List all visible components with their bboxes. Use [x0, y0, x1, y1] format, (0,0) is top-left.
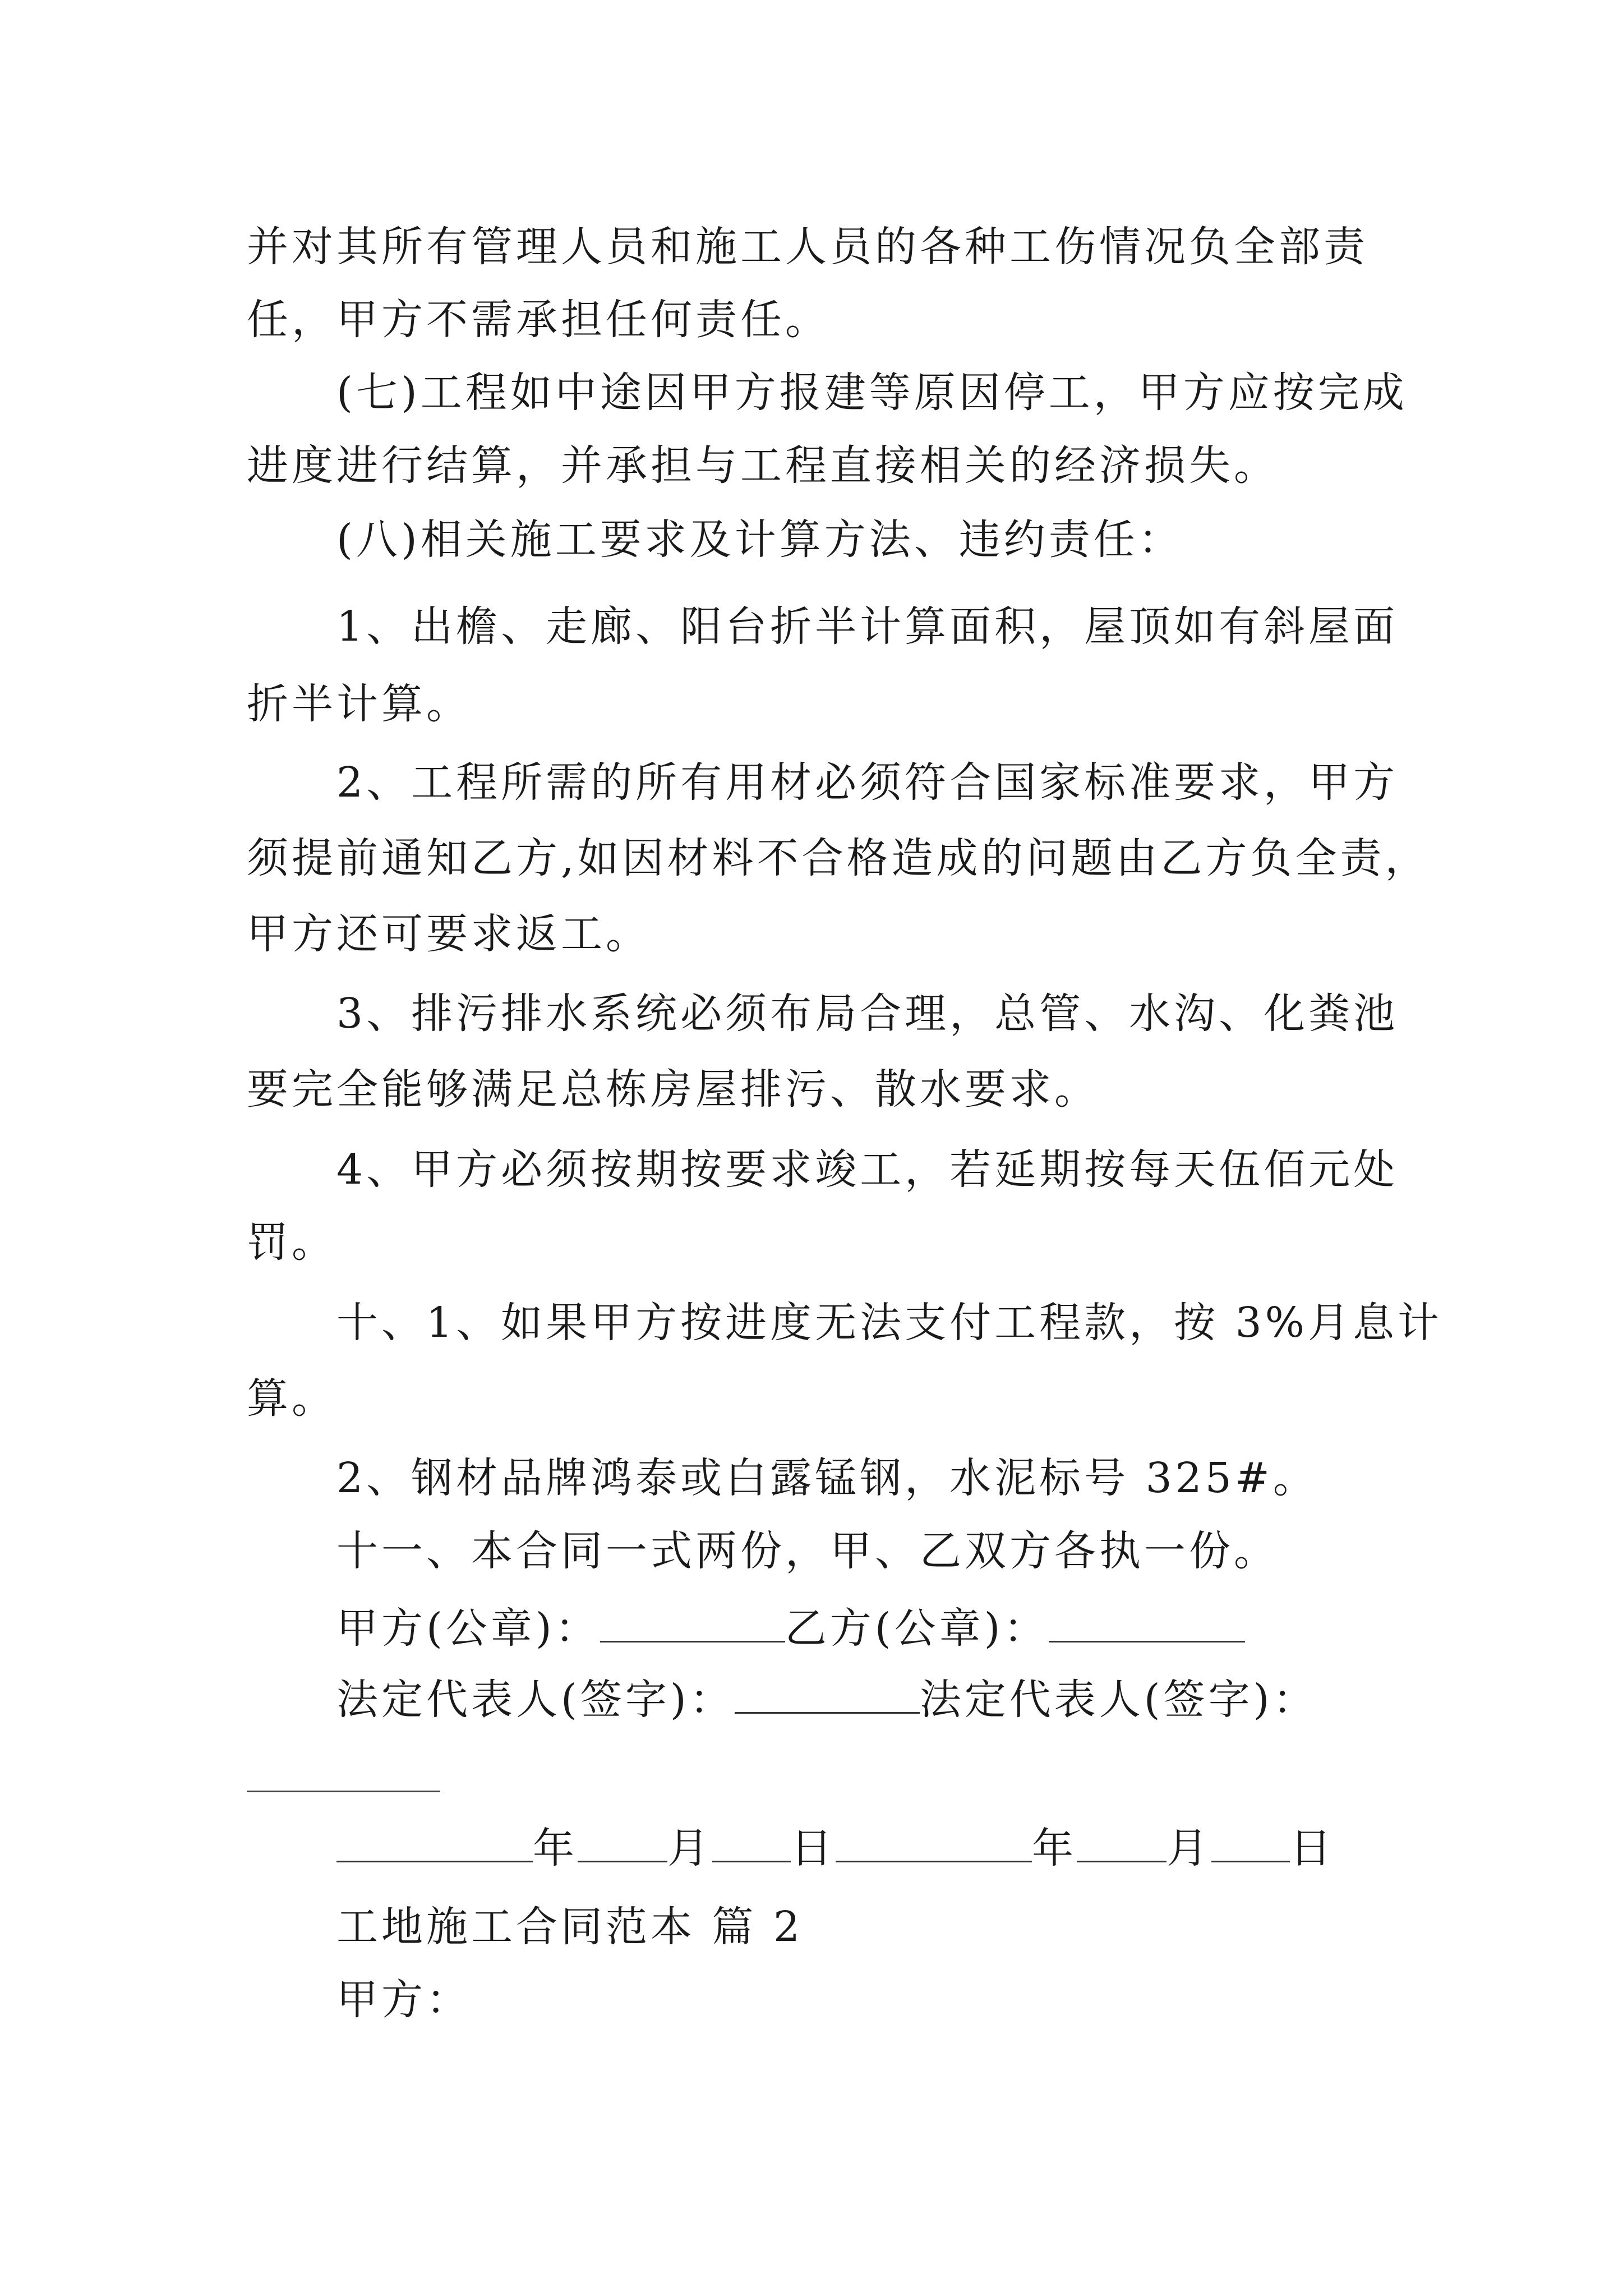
year-b-blank [836, 1821, 1032, 1862]
party-a-seal-label: 甲方(公章)： [336, 1604, 600, 1653]
section-2-title: 工地施工合同范本 篇 2 [336, 1903, 804, 1951]
paragraph-line: 罚。 [247, 1218, 336, 1267]
legal-rep-a-label: 法定代表人(签字)： [336, 1676, 735, 1724]
party-b-seal-label: 乙方(公章)： [785, 1604, 1049, 1653]
month-a-label: 月 [667, 1824, 712, 1872]
paragraph-line: 十一、本合同一式两份，甲、乙双方各执一份。 [336, 1527, 1279, 1575]
legal-rep-b-label: 法定代表人(签字)： [919, 1676, 1318, 1724]
paragraph-line: 并对其所有管理人员和施工人员的各种工伤情况负全部责 [247, 223, 1368, 271]
paragraph-line: 甲方还可要求返工。 [247, 910, 651, 958]
paragraph-line: 进度进行结算，并承担与工程直接相关的经济损失。 [247, 441, 1279, 490]
party-a-seal-blank [600, 1602, 785, 1642]
signature-seal-line [336, 1600, 1486, 1657]
section-2-party-a: 甲方： [336, 1976, 471, 2024]
day-a-label: 日 [791, 1824, 836, 1872]
paragraph-line: 十、1、如果甲方按进度无法支付工程款，按 3%月息计 [336, 1299, 1442, 1347]
month-b-label: 月 [1166, 1824, 1211, 1872]
paragraph-line: 3、排污排水系统必须布局合理，总管、水沟、化粪池 [336, 990, 1399, 1038]
day-b-label: 日 [1290, 1824, 1335, 1872]
date-line [336, 1820, 1486, 1876]
paragraph-line: (八)相关施工要求及计算方法、违约责任： [336, 516, 1183, 564]
legal-rep-a-blank [735, 1673, 920, 1714]
signature-rep-line [336, 1672, 1486, 1728]
year-a-label: 年 [533, 1824, 578, 1872]
month-a-blank [578, 1821, 667, 1862]
day-a-blank [712, 1821, 791, 1862]
paragraph-line: 2、工程所需的所有用材必须符合国家标准要求，甲方 [336, 758, 1399, 807]
paragraph-line: 4、甲方必须按期按要求竣工，若延期按每天伍佰元处 [336, 1145, 1399, 1194]
paragraph-line: 任，甲方不需承担任何责任。 [247, 296, 830, 344]
month-b-blank [1077, 1821, 1166, 1862]
year-b-label: 年 [1032, 1824, 1077, 1872]
party-b-seal-blank [1049, 1602, 1245, 1642]
paragraph-line: (七)工程如中途因甲方报建等原因停工，甲方应按完成 [336, 369, 1408, 417]
paragraph-line: 折半计算。 [247, 680, 471, 728]
paragraph-line: 2、钢材品牌鸿泰或白露锰钢，水泥标号 325#。 [336, 1454, 1318, 1502]
day-b-blank [1211, 1821, 1290, 1862]
paragraph-line: 1、出檐、走廊、阳台折半计算面积，屋顶如有斜屋面 [336, 602, 1399, 651]
legal-rep-b-blank [247, 1791, 440, 1792]
paragraph-line: 须提前通知乙方,如因材料不合格造成的问题由乙方负全责， [247, 834, 1430, 882]
year-a-blank [336, 1821, 533, 1862]
paragraph-line: 算。 [247, 1374, 336, 1423]
paragraph-line: 要完全能够满足总栋房屋排污、散水要求。 [247, 1065, 1099, 1114]
